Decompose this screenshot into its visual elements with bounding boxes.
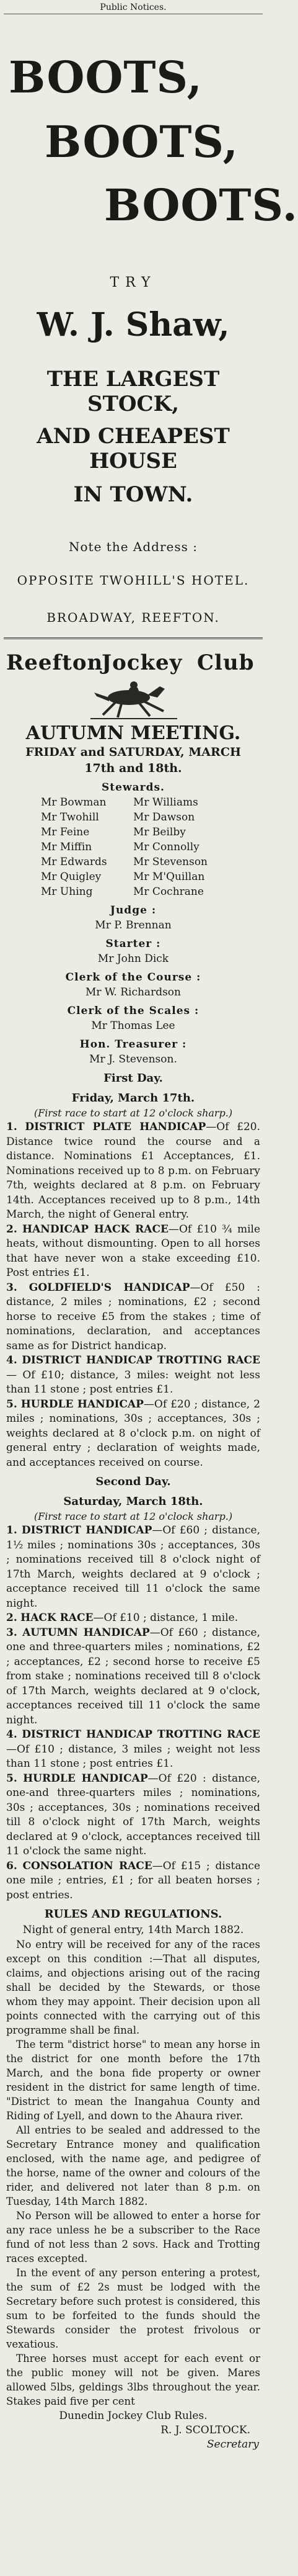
race-title: HANDICAP HACK RACE	[22, 1223, 169, 1236]
address-line-1: OPPOSITE TWOHILL'S HOTEL.	[17, 573, 250, 588]
day1-start-note: (First race to start at 12 o'clock sharp.)	[33, 1107, 233, 1119]
rule-paragraph: No Person will be allowed to enter a horse for any race unless he be a subscriber to the Race fund of not less than 2 sovs. Hack and Trotting races excepted.	[6, 2210, 260, 2264]
jockey-club-advertisement	[4, 639, 263, 2452]
race-text: —Of £10 ¾ mile heats, without dismounting. Open to all horses that have never won a stake exceeding £10. Post entries £1.	[6, 1223, 260, 1279]
clerk-scales-label: Clerk of the Scales :	[67, 1005, 199, 1017]
word-jockey: Jockey	[102, 650, 183, 675]
boots-heading-2: BOOTS,	[45, 116, 239, 168]
race-entry	[6, 1353, 260, 1398]
race-title: AUTUMN HANDICAP	[22, 1626, 150, 1639]
secretary-title: Secretary	[206, 2438, 259, 2451]
stewards-label: Stewards.	[102, 781, 165, 794]
starter-name: Mr John Dick	[97, 953, 169, 965]
slogan-line-2: AND CHEAPEST HOUSE	[37, 424, 230, 473]
race-number: 5.	[6, 1772, 17, 1785]
race-text: —Of £20 : distance, one-and three-quarters miles ; nominations, 30s ; acceptances, 30s ; nominations received till 8 o'clock night of 17th March, weights declared at 9 o'clock, acceptances received till 11 o'clock the same night.	[6, 1772, 261, 1857]
race-entry	[6, 1223, 260, 1281]
steward: Mr M'Quillan	[133, 871, 205, 883]
race-number: 2.	[6, 1612, 17, 1624]
day2-heading: Second Day.	[95, 1475, 171, 1488]
word-club: Club	[197, 650, 255, 675]
boots-heading-1: BOOTS,	[9, 52, 203, 103]
race-number: 4.	[6, 1728, 17, 1741]
race-title: DISTRICT HANDICAP TROTTING RACE	[22, 1728, 260, 1741]
clerk-scales-name: Mr Thomas Lee	[91, 1020, 175, 1032]
rules-list	[4, 1937, 263, 2408]
steward: Mr Quigley	[41, 871, 102, 883]
rule-paragraph: Three horses must accept for each event or the public money will not be given. Mares allowed 5lbs, geldings 3lbs throughout the year. Stakes paid five per cent	[6, 2353, 260, 2407]
race-title: HURDLE HANDICAP	[20, 1398, 144, 1411]
race-number: 5.	[6, 1398, 17, 1411]
race-entry	[6, 1398, 260, 1471]
race-number: 3.	[6, 1626, 17, 1639]
meeting-title: AUTUMN MEETING.	[25, 722, 241, 744]
race-entry	[6, 1120, 260, 1223]
day2-start-note: (First race to start at 12 o'clock sharp.)	[33, 1510, 233, 1522]
race-entry	[6, 1611, 260, 1626]
secretary-signature: R. J. SCOLTOCK.	[160, 2424, 250, 2436]
race-title: HACK RACE	[20, 1612, 94, 1624]
rule-paragraph: No entry will be received for any of the races except on this condition :—That all disputes, claims, and objections arising out of the racing shall be decided by the Stewards, or those whom they may appoint. Their decision upon all points connected with the carrying out of this programme shall be final.	[6, 1939, 260, 2036]
word-reefton: Reefton	[6, 650, 103, 675]
race-text: —Of £60 ; distance, one and three-quarters miles ; nominations, £2 ; acceptances, £2 ; second horse to receive £5 from stake ; nominations received till 8 o'clock of 17th March, weights declared at 9 o'clock, acceptances received till 11 o'clock the same night.	[6, 1626, 261, 1726]
race-text: —Of £10 ; distance, 3 miles ; weight not less than 11 stone ; post entries £1.	[6, 1743, 260, 1770]
race-entry	[6, 1728, 260, 1772]
treasurer-name: Mr J. Stevenson.	[89, 1053, 177, 1066]
race-entry	[6, 1772, 260, 1859]
steward: Mr Stevenson	[133, 856, 208, 868]
race-entry	[6, 1524, 260, 1611]
judge-label: Judge :	[110, 904, 157, 917]
meeting-dates-line-1: FRIDAY and SATURDAY, MARCH	[25, 745, 241, 759]
club-heading	[4, 645, 263, 720]
race-entry	[6, 1859, 260, 1903]
steward: Mr Connolly	[133, 841, 199, 853]
rules-entry-night: Night of general entry, 14th March 1882.	[22, 1924, 244, 1936]
race-number: 6.	[6, 1859, 17, 1872]
steward: Mr Beilby	[133, 826, 186, 838]
racehorse-woodcut-illustration	[90, 670, 177, 720]
steward: Mr Uhing	[41, 886, 93, 898]
day1-date: Friday, March 17th.	[71, 1092, 195, 1105]
steward: Mr Twohill	[41, 811, 99, 824]
race-number: 2.	[6, 1223, 17, 1236]
steward: Mr Edwards	[41, 856, 107, 868]
starter-label: Starter :	[105, 938, 161, 950]
race-text: —Of £20. Distance twice round the course and a distance. Nominations £1 Acceptances, £1. Nominations received up to 8 p.m. on February 7th, weights declared at 8 p.m. on February 14th. Acceptances received up to 8 p.m., 14th March, the night of General entry.	[6, 1121, 261, 1221]
clerk-course-name: Mr W. Richardson	[85, 986, 181, 999]
meeting-dates-line-2: 17th and 18th.	[84, 761, 182, 775]
steward: Mr Cochrane	[133, 886, 204, 898]
day2-date: Saturday, March 18th.	[63, 1495, 203, 1508]
race-title: GOLDFIELD'S HANDICAP	[28, 1281, 190, 1294]
race-number: 4.	[6, 1354, 17, 1367]
slogan-line-3: IN TOWN.	[73, 482, 193, 507]
day2-races	[4, 1524, 263, 1903]
steward: Mr Bowman	[41, 796, 107, 809]
rules-heading: RULES AND REGULATIONS.	[44, 1908, 222, 1921]
treasurer-label: Hon. Treasurer :	[79, 1038, 187, 1051]
boots-heading-3: BOOTS.	[104, 179, 298, 231]
steward: Mr Dawson	[133, 811, 195, 824]
race-number: 1.	[6, 1121, 17, 1133]
merchant-name: W. J. Shaw,	[37, 306, 230, 344]
steward: Mr Feine	[41, 826, 90, 838]
judge-name: Mr P. Brennan	[95, 919, 172, 931]
rule-paragraph: All entries to be sealed and addressed to the Secretary Entrance money and qualification enclosed, with the name age, and pedigree of the horse, name of the owner and colours of the rider, and delivered not later than 8 p.m. on Tuesday, 14th March 1882.	[6, 2124, 260, 2207]
race-text: —Of £10 ; distance, 1 mile.	[93, 1612, 239, 1624]
address-line-2: BROADWAY, REEFTON.	[46, 610, 220, 625]
slogan-line-1: THE LARGEST STOCK,	[46, 367, 220, 416]
rule-paragraph: The term "district horse" to mean any horse in the district for one month before the 17th March, and the bona fide property or owner resident in the district for same length of time. "District to mean the Inangahua County and Riding of Lyell, and down to the Ahaura river.	[6, 2039, 260, 2122]
race-entry	[6, 1626, 260, 1728]
section-header: Public Notices.	[100, 2, 167, 12]
clerk-course-label: Clerk of the Course :	[65, 971, 201, 984]
race-title: HURDLE HANDICAP	[23, 1772, 148, 1785]
race-title: CONSOLATION RACE	[22, 1859, 152, 1872]
race-text: —Of £60 ; distance, 1½ miles ; nominations 30s ; acceptances, 30s ; nominations received till 8 o'clock night of 17th March, weights declared at 9 o'clock ; acceptance received till 11 o'clock the same night.	[6, 1524, 261, 1610]
steward: Mr Williams	[133, 796, 198, 809]
rule-paragraph: In the event of any person entering a protest, the sum of £2 2s must be lodged with the Secretary before such protest is considered, this sum to be forfeited to the funds should the Stewards consider the protest frivolous or vexatious.	[6, 2267, 260, 2350]
day1-heading: First Day.	[103, 1072, 163, 1085]
race-number: 3.	[6, 1281, 17, 1294]
race-text: — Of £10; distance, 3 miles: weight not less than 11 stone ; post entries £1.	[6, 1368, 260, 1396]
stewards-column-right	[133, 795, 226, 899]
shaw-boots-advertisement	[4, 14, 298, 635]
day1-races	[4, 1120, 263, 1470]
rules-final-line: Dunedin Jockey Club Rules.	[59, 2410, 208, 2422]
stewards-list	[4, 795, 263, 899]
newspaper-page	[4, 0, 298, 2576]
race-text: —Of £50 : distance, 2 miles ; nominations, £2 ; second horse to receive £5 from the stakes ; time of nominations, declaration, and acceptances same as for District handicap.	[6, 1281, 260, 1352]
steward: Mr Miffin	[41, 841, 92, 853]
try-text: TRY	[110, 275, 157, 290]
race-text: —Of £15 ; distance one mile ; entries, £1 ; for all beaten horses ; post entries.	[6, 1859, 261, 1901]
race-number: 1.	[6, 1524, 17, 1537]
race-entry	[6, 1281, 260, 1354]
stewards-column-left	[41, 795, 133, 899]
race-title: DISTRICT HANDICAP TROTTING RACE	[22, 1354, 260, 1367]
address-note: Note the Address :	[69, 539, 198, 554]
race-text: —Of £20 ; distance, 2 miles ; nominations, 30s ; acceptances, 30s ; weights declared at 8 o'clock p.m. on night of general entry ; declaration of weights made, and acceptances received on course.	[6, 1398, 261, 1469]
race-title: DISTRICT HANDICAP	[21, 1524, 152, 1537]
race-title: DISTRICT PLATE HANDICAP	[25, 1121, 206, 1133]
